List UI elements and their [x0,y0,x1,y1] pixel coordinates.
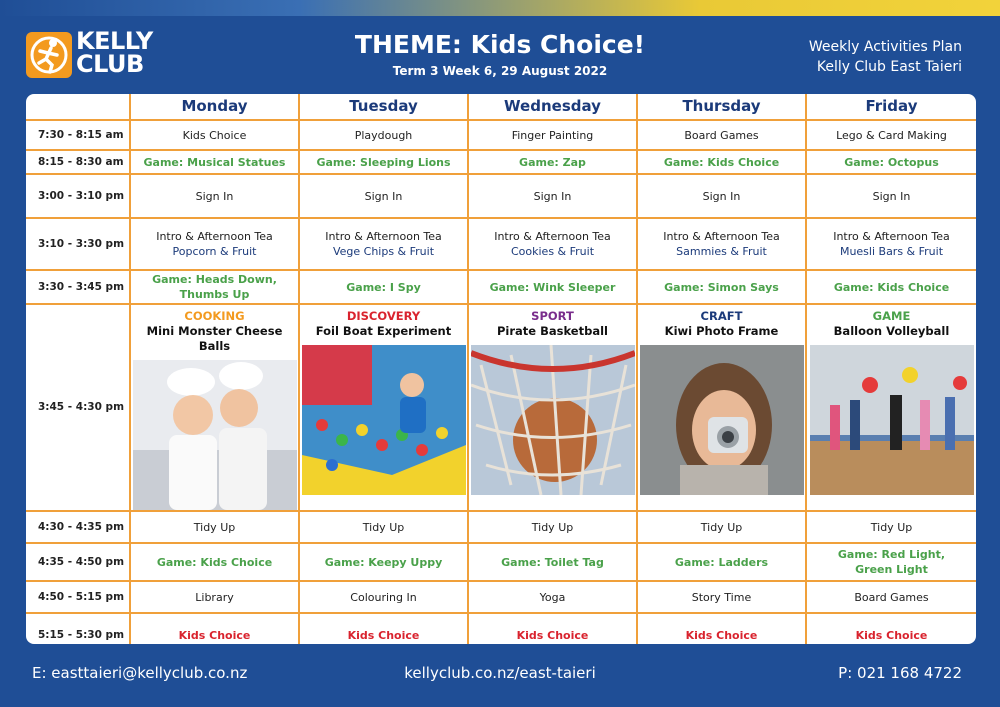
food-label: Muesli Bars & Fruit [839,245,944,258]
kelly-club-logo [26,27,161,82]
activity-cell: Yoga [468,581,637,613]
time-cell: 4:50 - 5:15 pm [26,581,130,613]
game-cell: Game: Keepy Uppy [299,543,468,581]
game-cell: Game: Ladders [637,543,806,581]
time-cell: 5:15 - 5:30 pm [26,613,130,644]
plan-title [809,37,962,77]
game-cell: Game: Wink Sleeper [468,270,637,304]
plan-title-line-1: Weekly Activities Plan [808,39,962,55]
time-cell: 3:00 - 3:10 pm [26,174,130,218]
page-title: THEME: Kids Choice! [354,30,646,59]
activity-cell: Tidy Up [468,511,637,543]
game-cell: Game: Kids Choice [130,543,299,581]
feature-activity-cell [468,304,637,511]
footer-website[interactable]: kellyclub.co.nz/east-taieri [404,664,596,682]
activity-cell: Sign In [130,174,299,218]
balloon-volleyball-photo [810,345,974,495]
top-gradient-bar [0,0,1000,16]
logo-line-1: KELLY [76,27,153,55]
footer-phone: P: 021 168 4722 [838,664,962,682]
activity-category: DISCOVERY [346,309,421,323]
activity-name: Mini Monster Cheese Balls [146,324,283,353]
table-row [26,543,976,581]
feature-activity-cell [637,304,806,511]
kids-choice-cell: Kids Choice [130,613,299,644]
activity-category: SPORT [531,309,574,323]
game-cell: Game: Heads Down, Thumbs Up [130,270,299,304]
page-subtitle: Term 3 Week 6, 29 August 2022 [392,64,608,78]
activity-cell: Sign In [468,174,637,218]
activity-category: GAME [872,309,911,323]
logo-line-2: CLUB [76,50,144,78]
corner-cell [26,94,130,120]
table-row [26,581,976,613]
table-row [26,270,976,304]
girl-camera-photo [640,345,804,495]
activity-cell: Board Games [806,581,976,613]
game-cell: Game: Musical Statues [130,150,299,174]
afternoon-tea-cell [299,218,468,270]
activity-category: CRAFT [700,309,743,323]
afternoon-tea-label: Intro & Afternoon Tea [494,230,611,243]
afternoon-tea-cell [130,218,299,270]
activities-table [26,94,976,644]
footer-email[interactable]: E: easttaieri@kellyclub.co.nz [32,664,248,682]
running-figure-icon [26,32,72,78]
table-row [26,174,976,218]
day-header-tuesday: Tuesday [299,94,468,120]
feature-activity-cell [806,304,976,511]
activities-table-sheet [26,94,976,644]
table-header-row [26,94,976,120]
feature-activity-cell [130,304,299,511]
time-cell: 8:15 - 8:30 am [26,150,130,174]
game-cell: Game: I Spy [299,270,468,304]
activity-cell: Kids Choice [130,120,299,150]
game-cell: Game: Octopus [806,150,976,174]
logo-text [76,27,153,78]
table-row [26,120,976,150]
afternoon-tea-cell [637,218,806,270]
game-cell: Game: Toilet Tag [468,543,637,581]
time-cell: 7:30 - 8:15 am [26,120,130,150]
activity-cell: Playdough [299,120,468,150]
basketball-hoop-photo [471,345,635,495]
game-cell: Game: Simon Says [637,270,806,304]
time-cell: 4:35 - 4:50 pm [26,543,130,581]
activity-name: Kiwi Photo Frame [664,324,779,338]
activity-name: Balloon Volleyball [833,324,950,338]
afternoon-tea-label: Intro & Afternoon Tea [156,230,273,243]
activity-cell: Sign In [637,174,806,218]
kids-cooking-photo [133,360,297,510]
ball-pit-photo [302,345,466,495]
activity-category: COOKING [184,309,245,323]
table-row [26,218,976,270]
table-row [26,511,976,543]
kids-choice-cell: Kids Choice [637,613,806,644]
afternoon-tea-label: Intro & Afternoon Tea [325,230,442,243]
time-cell: 4:30 - 4:35 pm [26,511,130,543]
time-cell: 3:45 - 4:30 pm [26,304,130,511]
day-header-wednesday: Wednesday [468,94,637,120]
kids-choice-cell: Kids Choice [299,613,468,644]
game-cell: Game: Kids Choice [806,270,976,304]
activity-name: Pirate Basketball [497,324,608,338]
afternoon-tea-cell [806,218,976,270]
table-row [26,613,976,644]
food-label: Cookies & Fruit [510,245,595,258]
time-cell: 3:30 - 3:45 pm [26,270,130,304]
activity-cell: Tidy Up [806,511,976,543]
kids-choice-cell: Kids Choice [468,613,637,644]
food-label: Vege Chips & Fruit [332,245,435,258]
afternoon-tea-cell [468,218,637,270]
activity-cell: Library [130,581,299,613]
activity-cell: Tidy Up [299,511,468,543]
game-cell: Game: Sleeping Lions [299,150,468,174]
activity-name: Foil Boat Experiment [315,324,452,338]
food-label: Sammies & Fruit [676,245,767,258]
feature-activity-cell [299,304,468,511]
kids-choice-cell: Kids Choice [806,613,976,644]
afternoon-tea-label: Intro & Afternoon Tea [663,230,780,243]
game-cell: Game: Red Light, Green Light [806,543,976,581]
time-cell: 3:10 - 3:30 pm [26,218,130,270]
table-row-feature-activities [26,304,976,511]
activity-cell: Lego & Card Making [806,120,976,150]
plan-title-line-2: Kelly Club East Taieri [816,59,962,75]
table-row [26,150,976,174]
activity-cell: Board Games [637,120,806,150]
food-label: Popcorn & Fruit [172,245,257,258]
game-cell: Game: Kids Choice [637,150,806,174]
game-cell: Game: Zap [468,150,637,174]
afternoon-tea-label: Intro & Afternoon Tea [833,230,950,243]
activity-cell: Tidy Up [130,511,299,543]
day-header-monday: Monday [130,94,299,120]
activity-cell: Sign In [299,174,468,218]
activity-cell: Tidy Up [637,511,806,543]
activity-cell: Finger Painting [468,120,637,150]
activity-cell: Sign In [806,174,976,218]
activity-cell: Story Time [637,581,806,613]
day-header-thursday: Thursday [637,94,806,120]
day-header-friday: Friday [806,94,976,120]
activity-cell: Colouring In [299,581,468,613]
